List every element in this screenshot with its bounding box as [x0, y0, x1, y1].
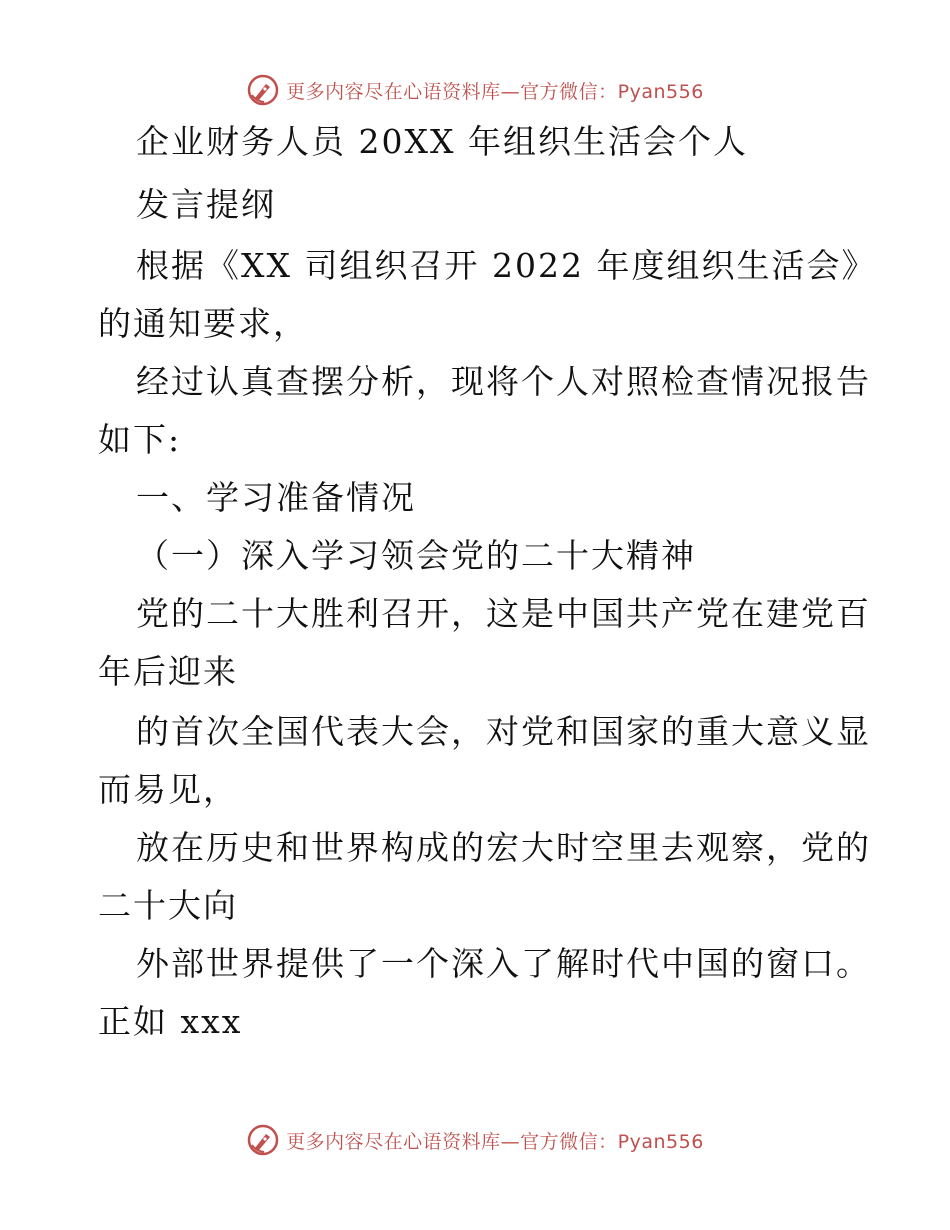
header-banner [0, 72, 950, 108]
paragraph-line: 经过认真查摆分析，现将个人对照检查情况报告 [136, 362, 871, 401]
paragraph-line: 二十大向 [98, 886, 238, 925]
paragraph-line: 而易见， [98, 770, 238, 809]
paragraph-line: 外部世界提供了一个深入了解时代中国的窗口。 [136, 944, 871, 983]
paragraph-line: 放在历史和世界构成的宏大时空里去观察，党的 [136, 828, 871, 867]
doc-title-line-2: 发言提纲 [136, 185, 276, 224]
paragraph-line: 根据《XX 司组织召开 2022 年度组织生活会》 [136, 246, 877, 285]
doc-title-line-1: 企业财务人员 20XX 年组织生活会个人 [136, 122, 748, 161]
subsection-heading: （一）深入学习领会党的二十大精神 [136, 536, 696, 575]
pen-nib-logo-icon [246, 1123, 280, 1157]
paragraph-line: 如下: [98, 420, 182, 459]
section-heading: 一、学习准备情况 [136, 478, 416, 517]
pen-nib-logo-icon [246, 73, 280, 107]
paragraph-line: 的首次全国代表大会，对党和国家的重大意义显 [136, 712, 871, 751]
banner-text: 更多内容尽在心语资料库—官方微信：Pyan556 [286, 1130, 704, 1153]
paragraph-line: 年后迎来 [98, 652, 238, 691]
paragraph-line: 正如 xxx [98, 1002, 243, 1041]
paragraph-line: 党的二十大胜利召开，这是中国共产党在建党百 [136, 594, 871, 633]
banner-text: 更多内容尽在心语资料库—官方微信：Pyan556 [286, 80, 704, 103]
footer-banner [0, 1122, 950, 1158]
paragraph-line: 的通知要求， [98, 304, 308, 343]
